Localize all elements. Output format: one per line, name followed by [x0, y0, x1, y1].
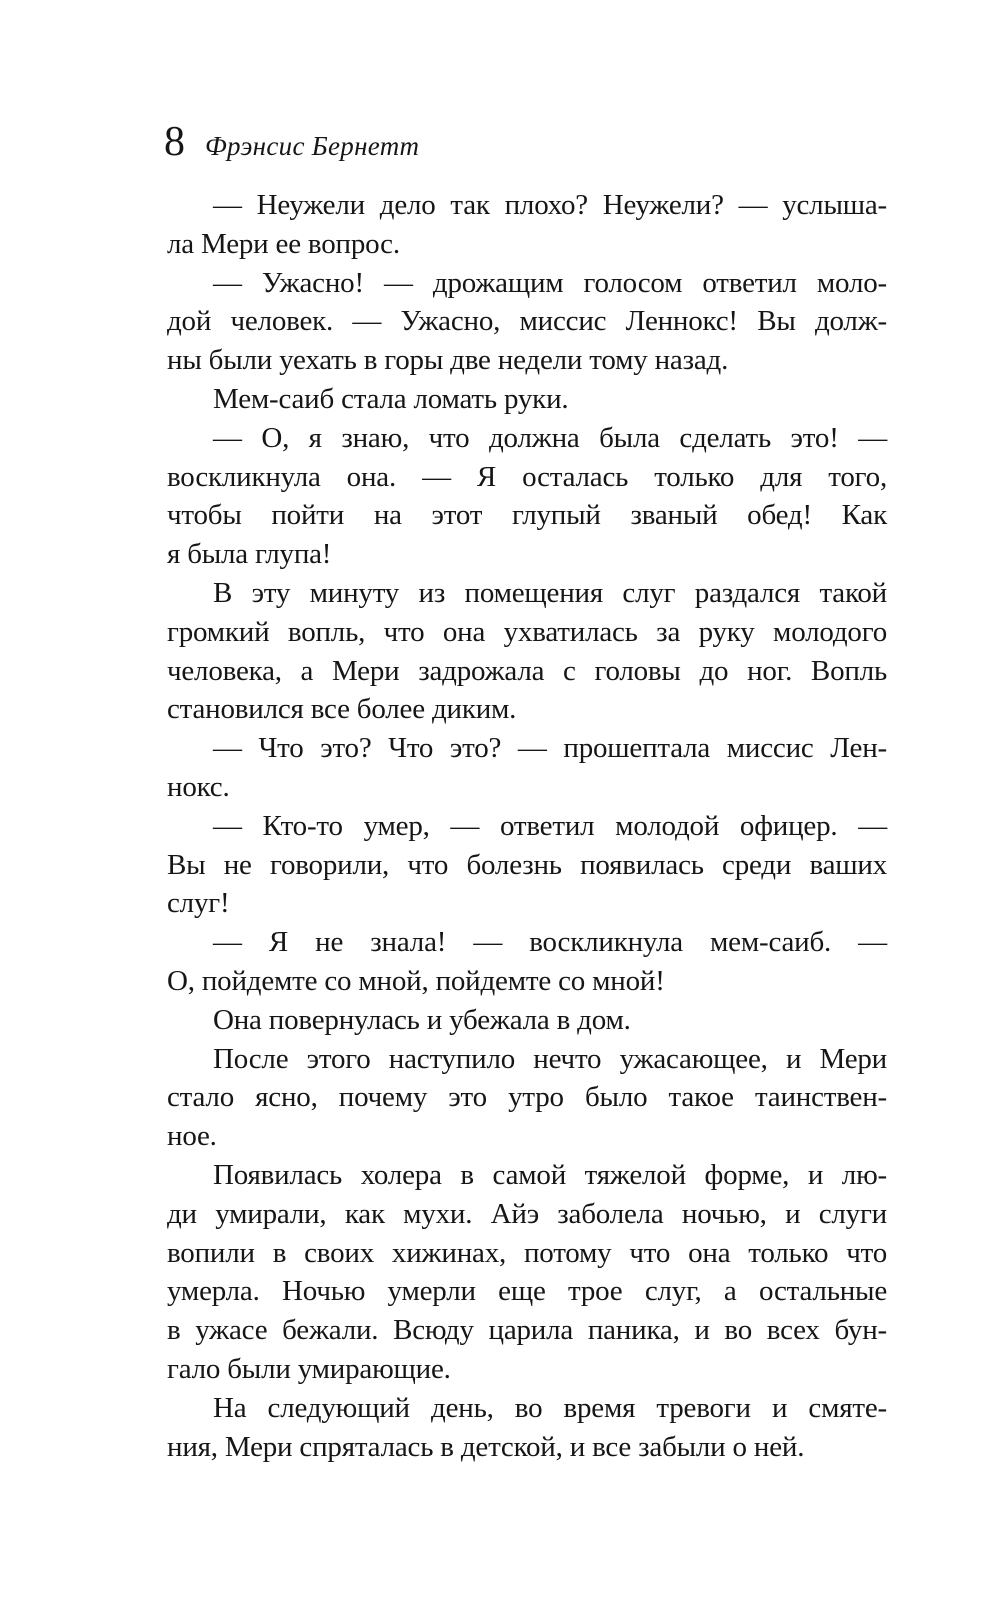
- paragraph: [167, 1040, 887, 1156]
- text-line: — Я не знала! — воскликнула мем-саиб. —: [213, 926, 887, 959]
- text-line: Мем-саиб стала ломать руки.: [213, 382, 569, 415]
- text-line: О, пойдемте со мной, пойдемте со мной!: [167, 964, 665, 997]
- text-line: В эту минуту из помещения слуг раздался такой: [213, 576, 887, 609]
- paragraph: [167, 419, 887, 574]
- text-line: дой человек. — Ужасно, миссис Леннокс! Вы долж-: [167, 305, 887, 338]
- text-line: умерла. Ночью умерли еще трое слуг, а остальные: [167, 1275, 887, 1308]
- paragraph: [167, 807, 887, 923]
- text-line: в ужасе бежали. Всюду царила паника, и во всех бун-: [167, 1314, 887, 1347]
- text-line: ны были уехать в горы две недели тому назад.: [167, 344, 729, 377]
- running-head-author: Фрэнсис Бернетт: [205, 131, 420, 161]
- text-line: — Ужасно! — дрожащим голосом ответил моло-: [213, 266, 887, 299]
- paragraph: [167, 1001, 887, 1040]
- paragraph: [167, 1389, 887, 1467]
- paragraph: [167, 729, 887, 807]
- text-line: человека, а Мери задрожала с головы до ног. Вопль: [167, 654, 887, 687]
- text-line: ди умирали, как мухи. Айэ заболела ночью, и слуги: [167, 1197, 887, 1230]
- text-line: ное.: [167, 1120, 217, 1153]
- paragraph: [167, 923, 887, 1001]
- paragraph: [167, 1156, 887, 1389]
- text-line: — О, я знаю, что должна была сделать это! —: [213, 421, 887, 454]
- text-line: вопили в своих хижинах, потому что она только что: [167, 1236, 887, 1269]
- text-line: воскликнула она. — Я осталась только для того,: [167, 460, 887, 493]
- paragraph: [167, 380, 887, 419]
- text-line: гало были умирающие.: [167, 1352, 451, 1385]
- text-line: Она повернулась и убежала в дом.: [213, 1003, 631, 1036]
- text-line: На следующий день, во время тревоги и смяте-: [213, 1391, 887, 1424]
- paragraph: [167, 186, 887, 264]
- text-line: становился все более диким.: [167, 693, 517, 726]
- text-line: стало ясно, почему это утро было такое таинствен-: [167, 1081, 887, 1114]
- text-line: громкий вопль, что она ухватилась за руку молодого: [167, 615, 887, 648]
- page-text-block: [167, 186, 887, 1466]
- text-line: нокс.: [167, 770, 230, 803]
- text-line: — Что это? Что это? — прошептала миссис Лен-: [213, 732, 887, 765]
- page-number: 8: [164, 119, 186, 165]
- paragraph: [167, 574, 887, 729]
- text-line: Появилась холера в самой тяжелой форме, и лю-: [213, 1158, 887, 1191]
- paragraph: [167, 264, 887, 380]
- text-line: Вы не говорили, что болезнь появилась среди ваших: [167, 848, 887, 881]
- text-line: — Кто-то умер, — ответил молодой офицер. —: [213, 809, 887, 842]
- text-line: — Неужели дело так плохо? Неужели? — услыша-: [213, 189, 887, 221]
- running-head: [164, 120, 886, 164]
- text-line: чтобы пойти на этот глупый званый обед! Как: [167, 499, 887, 532]
- text-line: ла Мери ее вопрос.: [167, 227, 400, 260]
- text-line: я была глупа!: [167, 538, 332, 571]
- text-line: После этого наступило нечто ужасающее, и Мери: [213, 1042, 887, 1075]
- text-line: ния, Мери спряталась в детской, и все забыли о ней.: [167, 1430, 805, 1463]
- text-line: слуг!: [167, 887, 230, 920]
